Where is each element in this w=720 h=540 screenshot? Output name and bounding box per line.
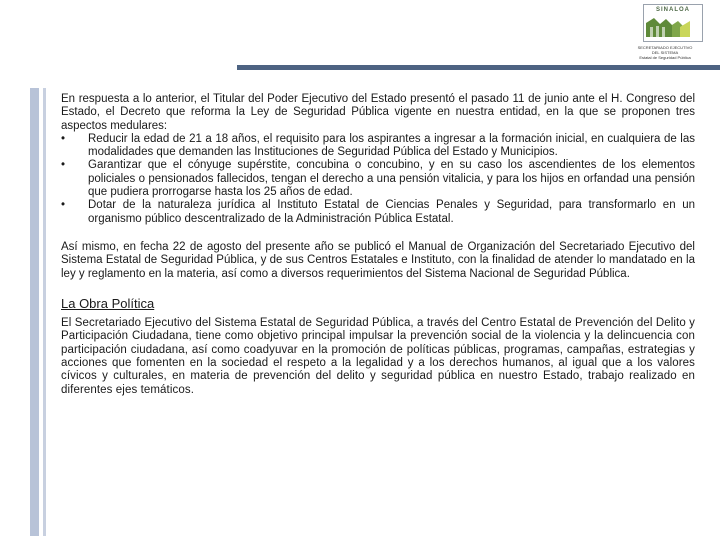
- bullet-text: Reducir la edad de 21 a 18 años, el requisito para los aspirantes a ingresar a la formación inicial, en cualquiera de las modalidades que demanden las Instituciones de Seguridad Pública del Estado y Municipios.: [88, 132, 695, 159]
- document-body: [61, 93, 695, 397]
- bullet-text: Dotar de la naturaleza jurídica al Instituto Estatal de Ciencias Penales y Seguridad, para transformarlo en un organismo público descentralizado de la Administración Pública Estatal.: [88, 199, 695, 225]
- bullet-item: [61, 133, 695, 160]
- bullet-icon: •: [61, 159, 66, 172]
- bullet-icon: •: [61, 132, 66, 145]
- section-heading: La Obra Política: [61, 295, 155, 311]
- logo-name: SINALOA: [656, 7, 690, 13]
- header-accent-bar: [237, 65, 720, 70]
- side-accent-bar: [30, 88, 39, 536]
- logo-caption: [634, 45, 696, 60]
- paragraph-obra-politica: El Secretariado Ejecutivo del Sistema Estatal de Seguridad Pública, a través del Centro Estatal de Prevención del Delito y Participación Ciudadana, tiene como objetivo principal impulsar la prevención social de la violencia y la delincuencia con participación ciudadana, así como coadyuvar en la promoción de políticas públicas, programas, campañas, estrategias y acciones que fomenten en la sociedad el respeto a la legalidad y a los derechos humanos, al igual que a los valores cívicos y culturales, en materia de prevención del delito y seguridad pública en nuestro Estado, trabajo realizado en diferentes ejes temáticos.: [61, 317, 695, 396]
- bullet-item: [61, 199, 695, 226]
- bullet-item: [61, 159, 695, 199]
- bullet-list: [61, 133, 695, 226]
- bullet-icon: •: [61, 199, 66, 212]
- sinaloa-logo: [634, 4, 696, 60]
- paragraph-intro: En respuesta a lo anterior, el Titular del Poder Ejecutivo del Estado presentó el pasado 11 de junio ante el H. Congreso del Estado, el Decreto que reforma la Ley de Seguridad Pública vigente en nuestra entidad, en la que se proponen tres aspectos medulares:: [61, 93, 695, 132]
- bullet-text: Garantizar que el cónyuge supérstite, concubina o concubino, y en su caso los ascendientes de los elementos policiales o pensionados fallecidos, tengan el derecho a una pensión vitalicia, y para los hijos en orfandad una pensión que pudiera prorrogarse hasta los 25 años de edad.: [88, 159, 695, 199]
- paragraph-manual: Así mismo, en fecha 22 de agosto del presente año se publicó el Manual de Organización del Secretariado Ejecutivo del Sistema Estatal de Seguridad Pública, y de sus Centros Estatales e Instituto, con la finalidad de atender lo mandatado en la ley y reglamento en la materia, así como a diversos requerimientos del Sistema Nacional de Seguridad Pública.: [61, 240, 695, 280]
- logo-caption-line1: SECRETARIADO EJECUTIVO DEL SISTEMA: [637, 45, 693, 55]
- logo-emblem: [643, 4, 703, 42]
- logo-mark-icon: [646, 15, 690, 37]
- side-accent-bar-thin: [43, 88, 46, 536]
- logo-caption-line2: Estatal de Seguridad Pública: [639, 55, 691, 60]
